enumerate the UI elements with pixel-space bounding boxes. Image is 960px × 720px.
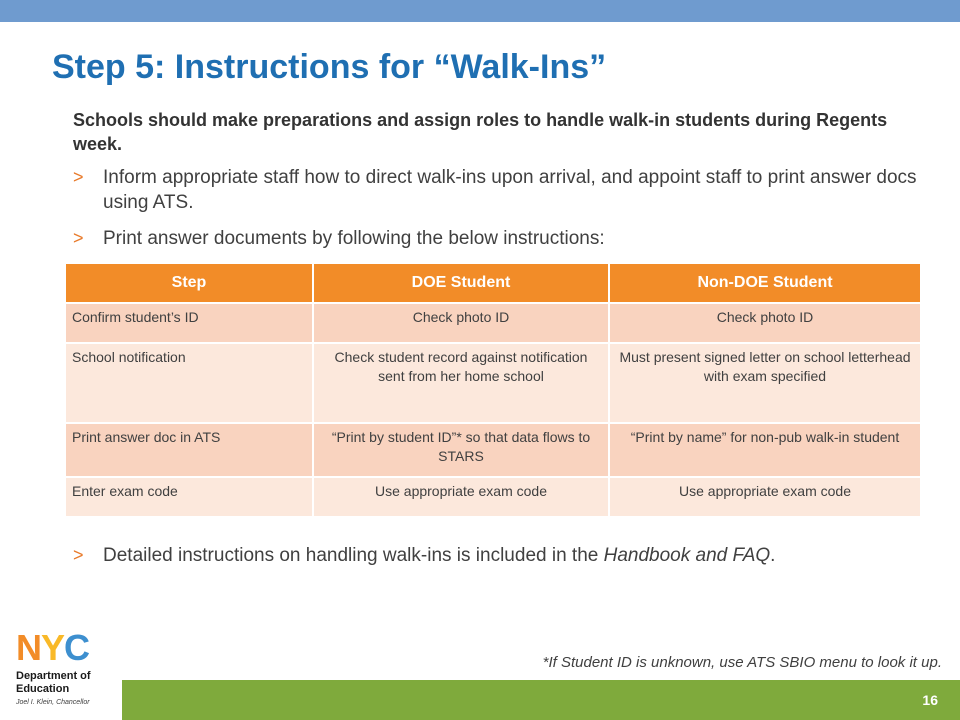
cell-step: School notification <box>65 343 313 423</box>
bullet-detailed-instructions <box>73 543 923 568</box>
logo-chancellor-line: Joel I. Klein, Chancellor <box>16 699 90 706</box>
footnote: *If Student ID is unknown, use ATS SBIO menu to look it up. <box>542 654 942 671</box>
slide-title: Step 5: Instructions for “Walk-Ins” <box>52 48 607 86</box>
table-header-row <box>65 263 921 303</box>
bullet-text-prefix: Detailed instructions on handling walk-ins is included in the <box>103 545 604 566</box>
cell-doe-student: Check student record against notification sent from her home school <box>313 343 609 423</box>
bullet-arrow-icon: > <box>73 167 84 187</box>
nyc-logo-mark: NYC <box>16 627 90 668</box>
table-row <box>65 343 921 423</box>
table-row <box>65 303 921 343</box>
cell-step: Enter exam code <box>65 477 313 517</box>
column-header-doe-student: DOE Student <box>313 263 609 303</box>
walk-in-instructions-table <box>64 262 922 518</box>
bullet-inform-staff <box>73 165 923 215</box>
cell-non-doe-student: “Print by name” for non-pub walk-in student <box>609 423 921 477</box>
bullet-text <box>103 543 923 568</box>
cell-doe-student: “Print by student ID”* so that data flows to STARS <box>313 423 609 477</box>
bullet-arrow-icon: > <box>73 228 84 248</box>
table-row <box>65 423 921 477</box>
column-header-step: Step <box>65 263 313 303</box>
bullet-text: Inform appropriate staff how to direct walk-ins upon arrival, and appoint staff to print answer docs using ATS. <box>103 167 917 213</box>
logo-department-line: Department of <box>16 670 91 682</box>
page-number: 16 <box>922 692 938 708</box>
table-row <box>65 477 921 517</box>
logo-education-line: Education <box>16 683 70 695</box>
cell-non-doe-student: Check photo ID <box>609 303 921 343</box>
cell-step: Print answer doc in ATS <box>65 423 313 477</box>
intro-text: Schools should make preparations and assign roles to handle walk-in students during Regents week. <box>73 110 888 154</box>
handbook-faq-reference: Handbook and FAQ <box>603 545 771 566</box>
cell-doe-student: Check photo ID <box>313 303 609 343</box>
cell-non-doe-student: Use appropriate exam code <box>609 477 921 517</box>
bullet-print-docs <box>73 226 923 251</box>
bullet-text-suffix: . <box>770 545 776 566</box>
footer-bar <box>122 680 960 720</box>
nyc-doe-logo <box>16 627 124 716</box>
cell-step: Confirm student’s ID <box>65 303 313 343</box>
bullet-text: Print answer documents by following the below instructions: <box>103 228 605 249</box>
column-header-non-doe-student: Non-DOE Student <box>609 263 921 303</box>
top-accent-bar <box>0 0 960 22</box>
cell-doe-student: Use appropriate exam code <box>313 477 609 517</box>
cell-non-doe-student: Must present signed letter on school letterhead with exam specified <box>609 343 921 423</box>
bullet-arrow-icon: > <box>73 545 84 565</box>
